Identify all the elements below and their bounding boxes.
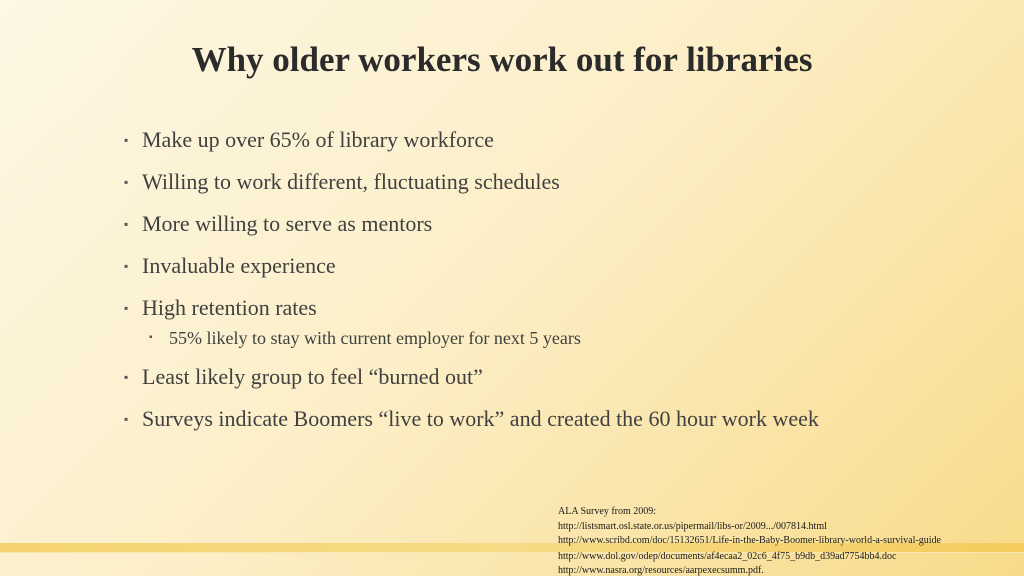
bullet-item <box>124 255 904 277</box>
bullet-marker: ▪ <box>124 301 129 315</box>
bullet-marker: ▪ <box>124 412 129 426</box>
bullet-marker: ▪ <box>124 175 129 189</box>
bullet-item <box>124 408 904 430</box>
bullet-list <box>124 129 904 450</box>
sub-bullet-list <box>142 328 904 348</box>
bullet-item <box>124 171 904 193</box>
bullet-item <box>124 129 904 151</box>
bullet-text: Surveys indicate Boomers “live to work” and created the 60 hour work week <box>142 406 819 431</box>
bullet-marker: ▪ <box>124 370 129 384</box>
reference-link[interactable]: http://listsmart.osl.state.or.us/pipermail/libs-or/2009.../007814.html <box>558 520 827 532</box>
reference-heading: ALA Survey from 2009: <box>558 506 657 517</box>
slide-title: Why older workers work out for libraries <box>191 40 813 79</box>
bullet-text: More willing to serve as mentors <box>142 211 433 236</box>
bullet-text: Willing to work different, fluctuating schedules <box>142 169 560 194</box>
reference-link[interactable]: http://www.scribd.com/doc/15132651/Life-in-the-Baby-Boomer-library-world-a-survival-guide <box>558 535 941 546</box>
sub-bullet-item <box>149 328 904 348</box>
bullet-item <box>124 213 904 235</box>
bullet-marker: ▪ <box>124 133 129 147</box>
bullet-item <box>124 366 904 388</box>
sub-bullet-marker: ▪ <box>149 332 153 343</box>
bullet-item <box>124 297 904 348</box>
bullet-text: High retention rates <box>142 295 317 320</box>
bullet-text: Least likely group to feel “burned out” <box>142 364 483 389</box>
bullet-marker: ▪ <box>124 217 129 231</box>
sub-bullet-text: 55% likely to stay with current employer for next 5 years <box>169 328 581 348</box>
reference-link[interactable]: http://www.dol.gov/odep/documents/af4ecaa2_02c6_4f75_b9db_d39ad7754bb4.doc <box>558 550 897 562</box>
bullet-marker: ▪ <box>124 259 129 273</box>
bullet-text: Make up over 65% of library workforce <box>142 127 494 152</box>
bullet-text: Invaluable experience <box>142 253 336 278</box>
reference-link[interactable]: http://www.nasra.org/resources/aarpexecsumm.pdf. <box>558 565 764 576</box>
references-block <box>558 505 1024 576</box>
